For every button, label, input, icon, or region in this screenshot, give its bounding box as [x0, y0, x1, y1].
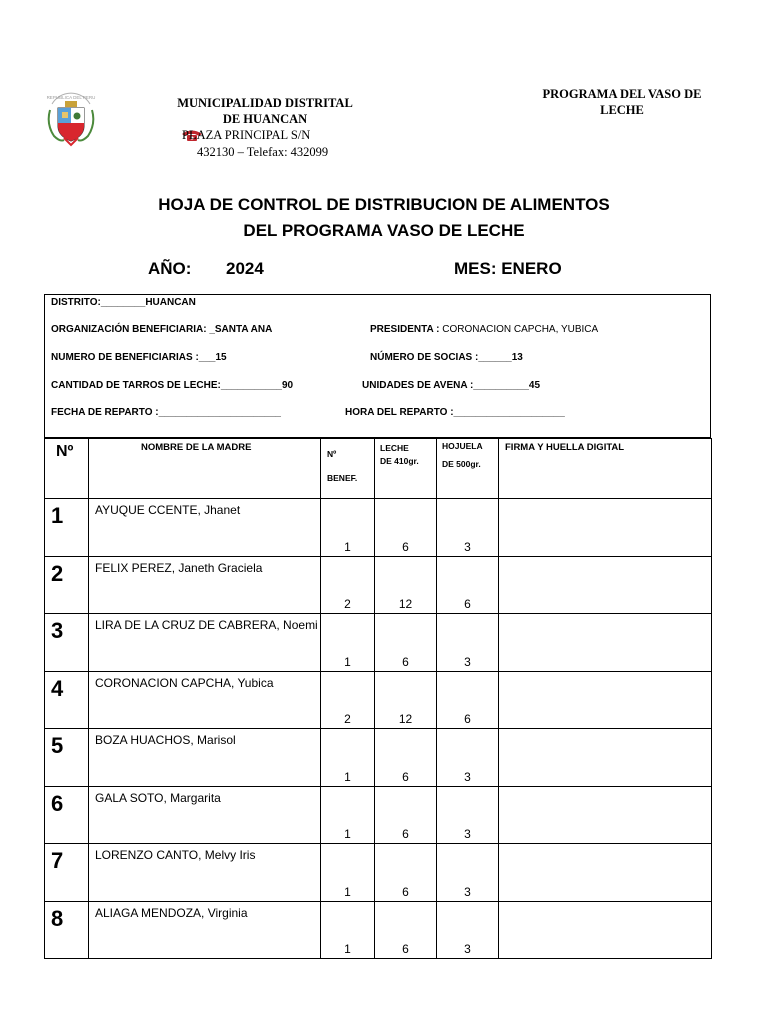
table-row [45, 614, 712, 672]
program-line2: LECHE [600, 103, 644, 117]
row-benef: 1 [321, 729, 375, 787]
row-benef: 2 [321, 556, 375, 614]
organizacion-field: ORGANIZACIÓN BENEFICIARIA: _SANTA ANA [51, 324, 273, 335]
presidenta-label: PRESIDENTA : [370, 324, 443, 335]
row-hojuela: 6 [437, 556, 499, 614]
row-leche: 6 [375, 901, 437, 959]
svg-text:REPUBLICA DEL PERU: REPUBLICA DEL PERU [46, 95, 96, 100]
row-nombre: CORONACION CAPCHA, Yubica [89, 671, 321, 729]
row-hojuela: 3 [437, 499, 499, 557]
row-nombre: LORENZO CANTO, Melvy Iris [89, 844, 321, 902]
header-leche: LECHE DE 410gr. [375, 439, 437, 499]
address-line: PLAZA PRINCIPAL S/N [182, 128, 311, 142]
row-nombre: ALIAGA MENDOZA, Virginia [89, 901, 321, 959]
header-num: Nº [45, 439, 89, 499]
row-number: 2 [45, 556, 89, 614]
table-header-row [45, 439, 712, 499]
header-benef: Nº BENEF. [321, 439, 375, 499]
hora-field: HORA DEL REPARTO :____________________ [345, 407, 565, 418]
distrito-label: DISTRITO:________ [51, 297, 146, 308]
table-row [45, 729, 712, 787]
row-firma [499, 844, 712, 902]
row-firma [499, 786, 712, 844]
row-benef: 1 [321, 499, 375, 557]
row-benef: 2 [321, 671, 375, 729]
presidenta-field [370, 324, 598, 335]
row-leche: 6 [375, 729, 437, 787]
program-line1: PROGRAMA DEL VASO DE [542, 87, 702, 101]
table-row [45, 499, 712, 557]
municipality-name [150, 95, 380, 127]
table-row [45, 556, 712, 614]
distrito-field [51, 297, 196, 308]
row-nombre: GALA SOTO, Margarita [89, 786, 321, 844]
row-number: 4 [45, 671, 89, 729]
municipality-line2: DE HUANCAN [222, 112, 308, 126]
year-label: AÑO: [148, 259, 192, 278]
fecha-field: FECHA DE REPARTO :______________________ [51, 407, 281, 418]
row-number: 3 [45, 614, 89, 672]
row-benef: 1 [321, 844, 375, 902]
row-leche: 6 [375, 614, 437, 672]
distribution-table [44, 438, 712, 959]
header-hojuela: HOJUELA DE 500gr. [437, 439, 499, 499]
row-firma [499, 614, 712, 672]
row-benef: 1 [321, 786, 375, 844]
phone-line: 432130 – Telefax: 432099 [197, 145, 329, 159]
row-nombre: AYUQUE CCENTE, Jhanet [89, 499, 321, 557]
beneficiarias-field: NUMERO DE BENEFICIARIAS :___15 [51, 352, 227, 363]
row-benef: 1 [321, 901, 375, 959]
row-leche: 6 [375, 844, 437, 902]
presidenta-value: CORONACION CAPCHA, YUBICA [442, 324, 599, 335]
table-row [45, 671, 712, 729]
row-leche: 6 [375, 499, 437, 557]
row-firma [499, 499, 712, 557]
document-title-line1: HOJA DE CONTROL DE DISTRIBUCION DE ALIMENTOS [158, 195, 610, 214]
row-leche: 6 [375, 786, 437, 844]
table-row [45, 901, 712, 959]
row-hojuela: 3 [437, 729, 499, 787]
row-benef: 1 [321, 614, 375, 672]
distrito-value: HUANCAN [145, 297, 196, 308]
row-leche: 12 [375, 671, 437, 729]
header-firma: FIRMA Y HUELLA DIGITAL [499, 439, 712, 499]
row-firma [499, 729, 712, 787]
coat-of-arms-logo [44, 90, 98, 148]
row-leche: 12 [375, 556, 437, 614]
row-number: 1 [45, 499, 89, 557]
row-firma [499, 556, 712, 614]
row-nombre: FELIX PEREZ, Janeth Graciela [89, 556, 321, 614]
row-number: 8 [45, 901, 89, 959]
info-box [44, 294, 711, 438]
month-label: MES: ENERO [454, 259, 562, 278]
row-nombre: LIRA DE LA CRUZ DE CABRERA, Noemi [89, 614, 321, 672]
year-value: 2024 [226, 259, 264, 278]
tarros-field: CANTIDAD DE TARROS DE LECHE:___________90 [51, 380, 294, 391]
municipality-line1: MUNICIPALIDAD DISTRITAL [177, 96, 353, 110]
row-nombre: BOZA HUACHOS, Marisol [89, 729, 321, 787]
row-number: 5 [45, 729, 89, 787]
program-name [530, 86, 714, 118]
row-hojuela: 6 [437, 671, 499, 729]
row-number: 7 [45, 844, 89, 902]
document-title-line2: DEL PROGRAMA VASO DE LECHE [243, 221, 525, 240]
row-hojuela: 3 [437, 844, 499, 902]
socias-field: NÚMERO DE SOCIAS :______13 [370, 352, 523, 363]
row-firma [499, 901, 712, 959]
avena-field: UNIDADES DE AVENA :__________45 [362, 380, 541, 391]
header-nombre: NOMBRE DE LA MADRE [89, 439, 321, 499]
row-hojuela: 3 [437, 786, 499, 844]
row-hojuela: 3 [437, 901, 499, 959]
table-row [45, 844, 712, 902]
row-number: 6 [45, 786, 89, 844]
row-firma [499, 671, 712, 729]
table-row [45, 786, 712, 844]
row-hojuela: 3 [437, 614, 499, 672]
